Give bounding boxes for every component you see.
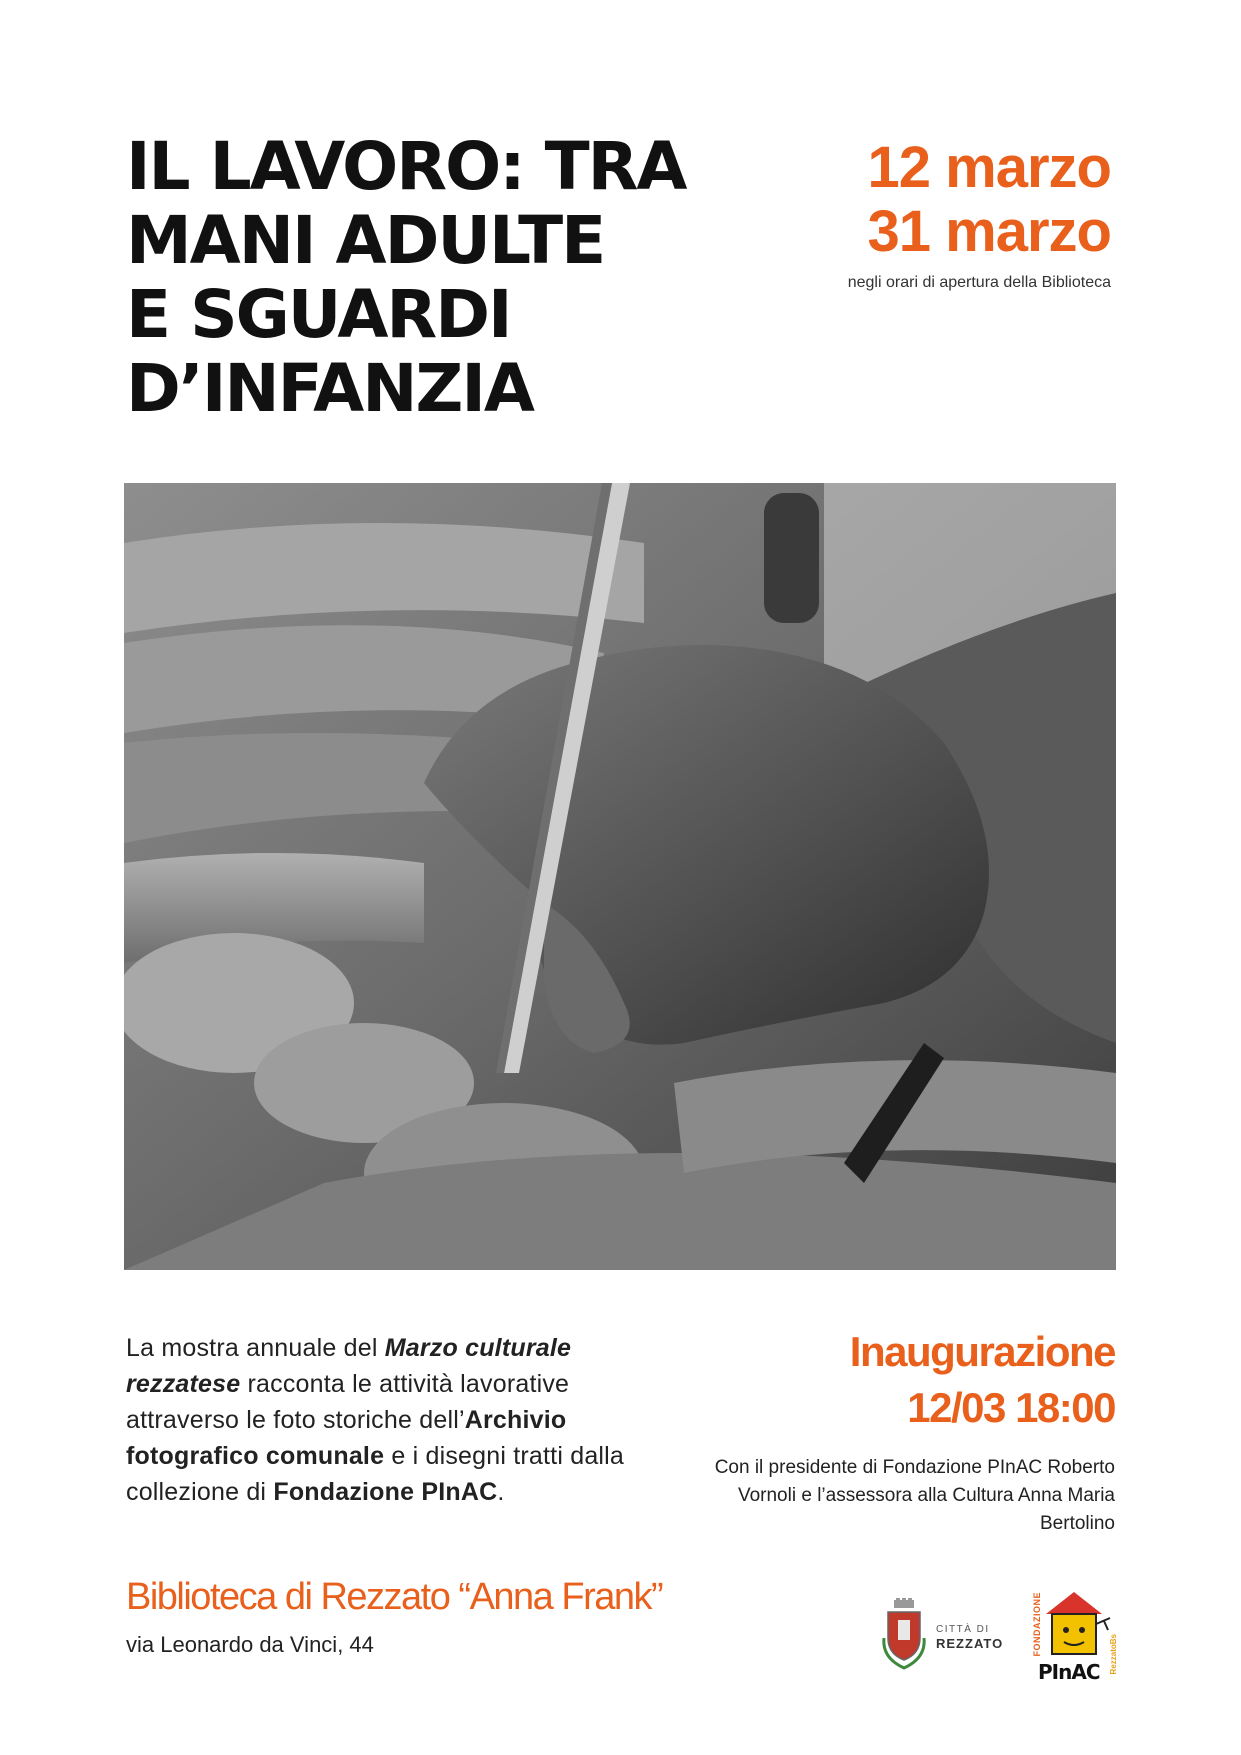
title-line-3: E SGUARDI: [126, 276, 511, 353]
inauguration-datetime: 12/03 18:00: [907, 1384, 1115, 1431]
venue-address: via Leonardo da Vinci, 44: [126, 1632, 374, 1657]
hand-with-chisel-image: [124, 483, 1116, 1270]
inauguration-block: [695, 1324, 1115, 1538]
title-line-2: MANI ADULTE: [126, 202, 605, 279]
rezzato-logo: [880, 1598, 1005, 1670]
city-name: REZZATO: [936, 1636, 1004, 1651]
inauguration-title: Inaugurazione: [849, 1328, 1115, 1375]
pinac-wordmark: PInAC: [1038, 1660, 1100, 1684]
title-line-1: IL LAVORO: TRA: [126, 128, 686, 205]
hero-photo: [124, 483, 1116, 1270]
start-date: 12 marzo: [867, 135, 1111, 200]
rezzato-crest-icon: [880, 1598, 928, 1670]
archive-name: Archivio fotografico comunale: [126, 1406, 567, 1470]
pinac-fondazione-label: FONDAZIONE: [1032, 1592, 1042, 1657]
inauguration-note: Con il presidente di Fondazione PInAC Roberto Vornoli e l’assessora alla Cultura Anna Maria Bertolino: [714, 1457, 1115, 1534]
poster-title: [126, 130, 766, 426]
end-date: 31 marzo: [867, 199, 1111, 264]
venue-name: Biblioteca di Rezzato “Anna Frank”: [126, 1576, 663, 1618]
foundation-name: Fondazione PInAC: [273, 1478, 498, 1506]
pinac-logo: [1030, 1588, 1118, 1684]
opening-hours-note: negli orari di apertura della Biblioteca: [847, 274, 1111, 291]
city-prefix: CITTÀ DI: [936, 1624, 990, 1635]
exhibition-description: La mostra annuale del Marzo culturale rezzatese racconta le attività lavorative attraverso le foto storiche dell’Archivio fotografico comunale e i disegni tratti dalla collezione di Fondazione PInAC.: [126, 1334, 625, 1506]
title-line-4: D’INFANZIA: [126, 350, 533, 427]
exhibition-dates: [848, 136, 1111, 292]
event-series-name: Marzo culturale rezzatese: [126, 1334, 572, 1398]
pinac-location-label: RezzatoBs: [1109, 1634, 1118, 1675]
